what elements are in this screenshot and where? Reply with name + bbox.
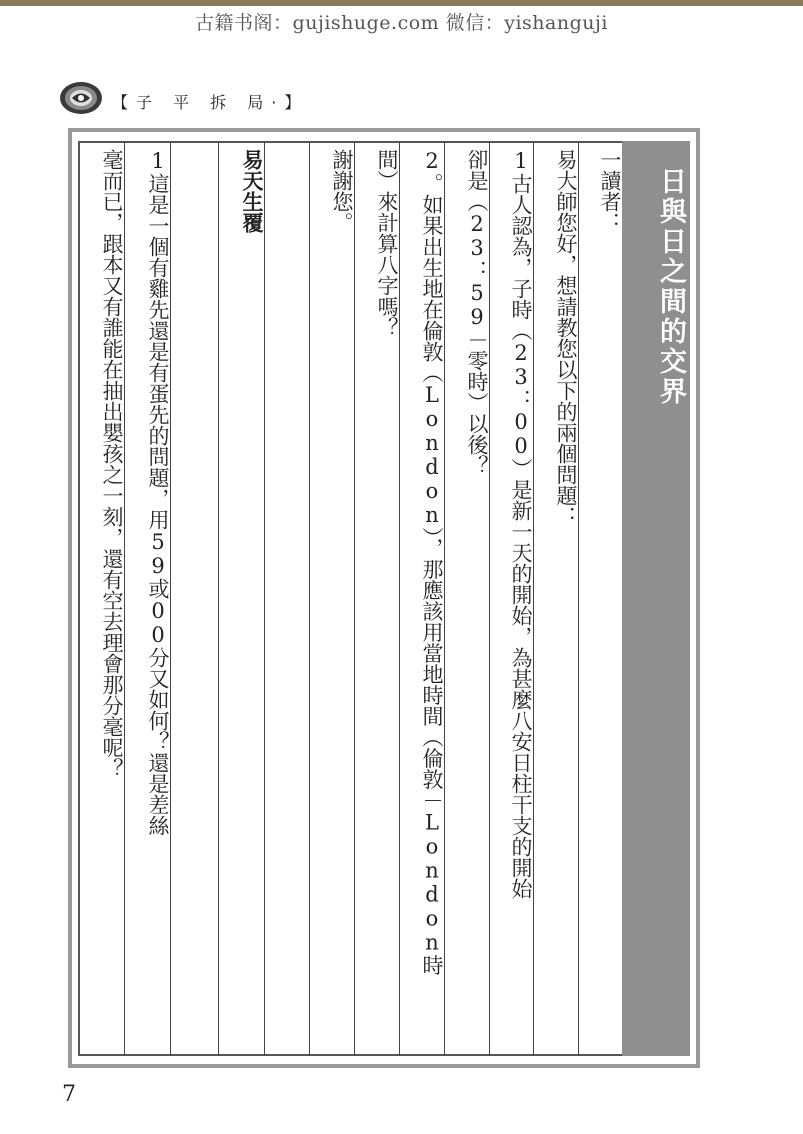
column-divider (264, 141, 265, 1056)
coin-logo-icon (58, 80, 104, 116)
text-column (124, 141, 170, 1056)
column-divider (218, 141, 219, 1056)
column-divider (444, 141, 445, 1056)
text-column (80, 141, 124, 1056)
page-number: 7 (62, 1082, 76, 1107)
column-divider (533, 141, 534, 1056)
column-text: 易大師您好，想請教您以下的兩個問題： (554, 149, 578, 527)
column-text: 間）來計算八字嗎？ (375, 149, 399, 338)
text-column (533, 141, 578, 1056)
text-column (354, 141, 399, 1056)
column-text: 2。如果出生地在倫敦（London），那應該用當地時間（倫敦－London時 (420, 149, 444, 976)
column-text: 一讀者： (598, 149, 622, 233)
column-divider (399, 141, 400, 1056)
text-column (170, 141, 218, 1056)
column-text: 謝謝您。 (330, 149, 354, 233)
column-divider (170, 141, 171, 1056)
text-column (489, 141, 533, 1056)
reply-author: 易天生覆 (240, 149, 264, 233)
column-text: 毫而已，跟本又有誰能在抽出嬰孩之一刻，還有空去理會那分毫呢？ (100, 149, 124, 779)
column-divider (578, 141, 579, 1056)
text-column (444, 141, 489, 1056)
text-column (309, 141, 354, 1056)
column-text: 卻是（23：59－零時）以後？ (465, 149, 489, 476)
column-divider (124, 141, 125, 1056)
reply-author-column (218, 141, 264, 1056)
text-column (264, 141, 309, 1056)
column-text: 1這是一個有雞先還是有蛋先的問題，用59或00分又如何？還是差絲 (146, 149, 170, 836)
section-title-column (622, 141, 690, 1056)
text-column (578, 141, 622, 1056)
column-divider (489, 141, 490, 1056)
top-border (0, 0, 803, 6)
watermark-text: 古籍书阁：gujishuge.com 微信：yishanguji (195, 12, 608, 34)
text-column (399, 141, 444, 1056)
header-title: 【子 平 拆 局·】 (112, 93, 309, 112)
column-divider (354, 141, 355, 1056)
column-text: 1古人認為，子時（23：00）是新一天的開始，為甚麼八安日柱干支的開始 (509, 149, 533, 899)
section-title: 日與日之間的交界 (655, 167, 686, 407)
column-divider (309, 141, 310, 1056)
